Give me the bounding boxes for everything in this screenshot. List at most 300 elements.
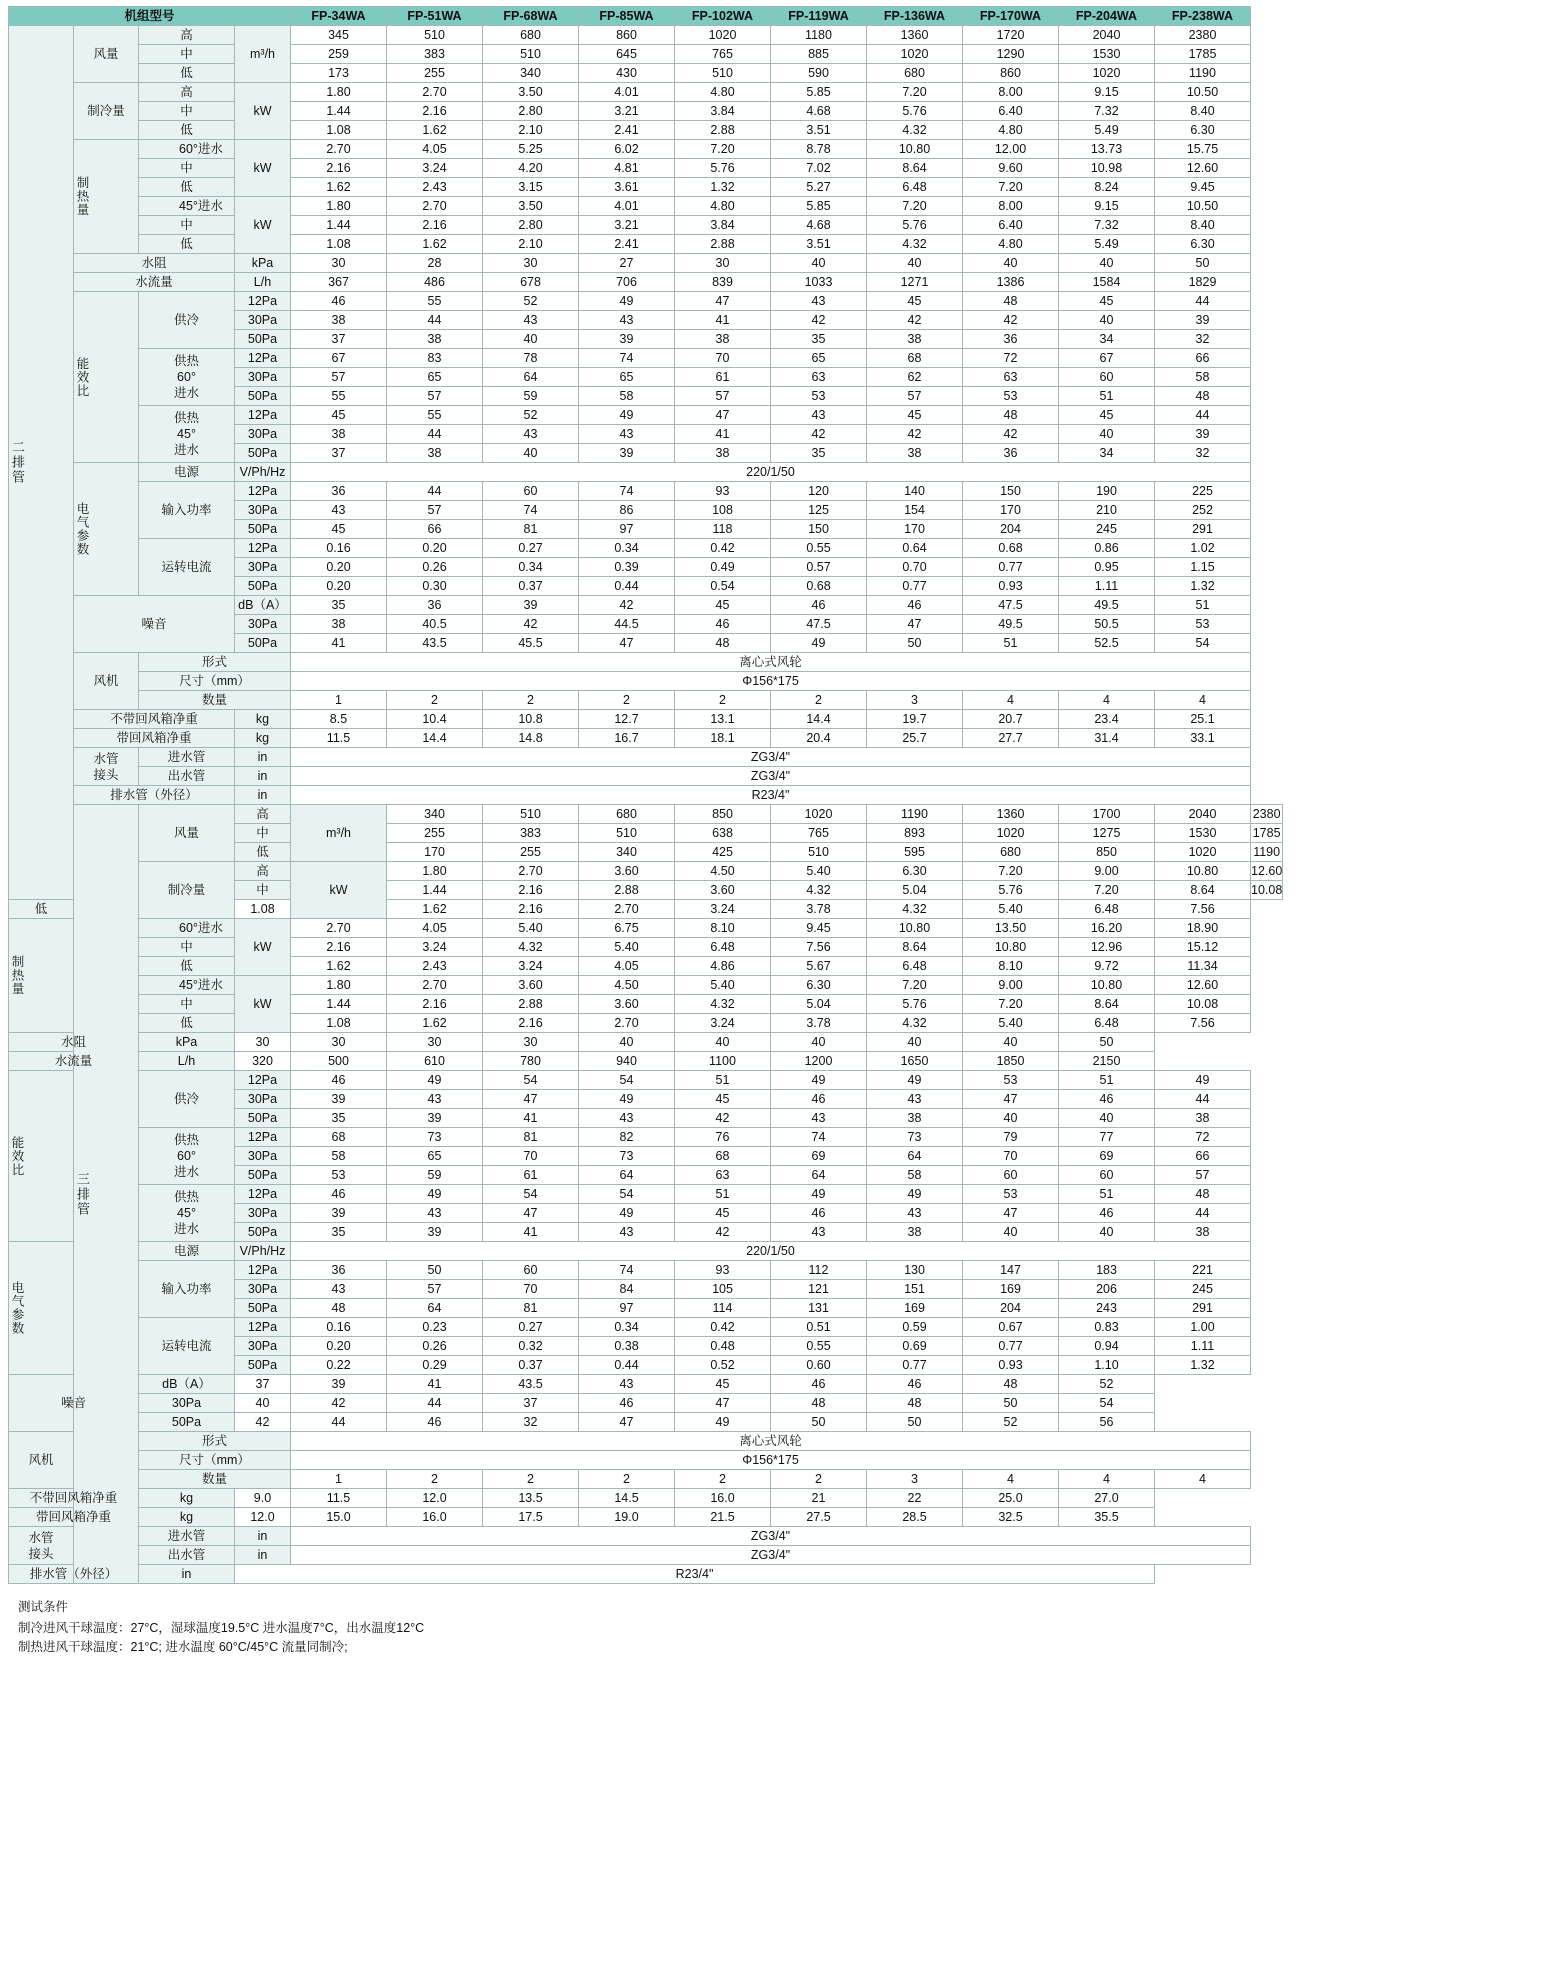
two_row-eer-heat60-50-4: 57 (675, 387, 771, 406)
label-fan: 风机 (74, 653, 139, 710)
three_row-eer-cool-30-9: 44 (1155, 1090, 1251, 1109)
three_row-heating60-mid-5: 7.56 (771, 938, 867, 957)
three_row-eer-heat45-50-0: 35 (291, 1223, 387, 1242)
two_row-airflow-high-1: 510 (387, 26, 483, 45)
three_row-eer-heat45-30-2: 47 (483, 1204, 579, 1223)
three_row-heating60-high-5: 9.45 (771, 919, 867, 938)
two_row-water-flow-4: 839 (675, 273, 771, 292)
two_row-drain-pipe-value: R23/4" (291, 786, 1251, 805)
two_row-run-current-12-6: 0.64 (867, 539, 963, 558)
three_row-run-current-30-8: 0.94 (1059, 1337, 1155, 1356)
label-inlet60: 60°进水 (139, 140, 235, 159)
two_row-fan-qty-5: 2 (771, 691, 867, 710)
two_row-heating60-high-0: 2.70 (291, 140, 387, 159)
three_row-noise-12-5: 45 (675, 1375, 771, 1394)
three_row-water-flow-9: 2150 (1059, 1052, 1155, 1071)
two_row-heating45-mid-0: 1.44 (291, 216, 387, 235)
two_row-run-current-50-8: 1.11 (1059, 577, 1155, 596)
two_row-input-power-50-8: 245 (1059, 520, 1155, 539)
label-heating: 制热量 (74, 140, 139, 254)
three_row-airflow-low-0: 170 (387, 843, 483, 862)
three_row-inlet-pipe-value: ZG3/4" (291, 1527, 1251, 1546)
two_row-water-resistance-5: 40 (771, 254, 867, 273)
label-low: 低 (139, 957, 235, 976)
three_row-weight-no-box-1: 11.5 (291, 1489, 387, 1508)
three_row-eer-cool-12-9: 49 (1155, 1071, 1251, 1090)
three_row-airflow-high-1: 510 (483, 805, 579, 824)
two_row-heating60-low-4: 1.32 (675, 178, 771, 197)
two_row-eer-heat60-50-7: 53 (963, 387, 1059, 406)
label-airflow: 风量 (139, 805, 235, 862)
two_row-eer-cool-50-5: 35 (771, 330, 867, 349)
two_row-eer-heat45-12-7: 48 (963, 406, 1059, 425)
three_row-eer-cool-50-2: 41 (483, 1109, 579, 1128)
label-input-power: 输入功率 (139, 1261, 235, 1318)
three_row-heating60-high-7: 13.50 (963, 919, 1059, 938)
two_row-noise-50-8: 52.5 (1059, 634, 1155, 653)
three_row-eer-heat45-30-6: 43 (867, 1204, 963, 1223)
label-low: 低 (139, 178, 235, 197)
three_row-run-current-12-2: 0.27 (483, 1318, 579, 1337)
three_row-airflow-mid-4: 765 (771, 824, 867, 843)
two_row-noise-30-2: 42 (483, 615, 579, 634)
three_row-heating45-high-3: 4.50 (579, 976, 675, 995)
three_row-heating60-low-5: 5.67 (771, 957, 867, 976)
label-power-source: 电源 (139, 1242, 235, 1261)
three_row-heating60-mid-3: 5.40 (579, 938, 675, 957)
label-inlet-pipe: 进水管 (139, 748, 235, 767)
three_row-eer-heat45-50-1: 39 (387, 1223, 483, 1242)
two_row-eer-heat45-30-9: 39 (1155, 425, 1251, 444)
three_row-water-flow-4: 940 (579, 1052, 675, 1071)
unit-db: 30Pa (139, 1394, 235, 1413)
two_row-eer-heat45-30-7: 42 (963, 425, 1059, 444)
two_row-weight-no-box-1: 10.4 (387, 710, 483, 729)
two_row-cooling-low-7: 4.80 (963, 121, 1059, 140)
two_row-weight-no-box-2: 10.8 (483, 710, 579, 729)
three_row-heating45-high-0: 1.80 (291, 976, 387, 995)
three_row-weight-box-9: 35.5 (1059, 1508, 1155, 1527)
two_row-eer-heat45-30-3: 43 (579, 425, 675, 444)
unit-vphhz: V/Ph/Hz (235, 1242, 291, 1261)
three_row-run-current-12-6: 0.59 (867, 1318, 963, 1337)
two_row-run-current-12-3: 0.34 (579, 539, 675, 558)
three_row-weight-box-8: 32.5 (963, 1508, 1059, 1527)
label-weight-no-box: 不带回风箱净重 (74, 710, 235, 729)
three_row-run-current-50-2: 0.37 (483, 1356, 579, 1375)
two_row-airflow-mid-2: 510 (483, 45, 579, 64)
unit-lh: L/h (235, 273, 291, 292)
two_row-fan-qty-6: 3 (867, 691, 963, 710)
three_row-cooling-mid-7: 7.20 (1059, 881, 1155, 900)
three_row-cooling-high-3: 4.50 (675, 862, 771, 881)
three_row-eer-heat45-12-5: 49 (771, 1185, 867, 1204)
two_row-run-current-30-0: 0.20 (291, 558, 387, 577)
label-noise: 噪音 (9, 1375, 139, 1432)
three_row-eer-heat45-12-0: 46 (291, 1185, 387, 1204)
three_row-fan-qty-0: 1 (291, 1470, 387, 1489)
two_row-airflow-mid-4: 765 (675, 45, 771, 64)
two_row-airflow-low-6: 680 (867, 64, 963, 83)
three_row-eer-heat45-12-3: 54 (579, 1185, 675, 1204)
two_row-noise-30-7: 49.5 (963, 615, 1059, 634)
three_row-input-power-50-5: 131 (771, 1299, 867, 1318)
two_row-heating45-mid-3: 3.21 (579, 216, 675, 235)
two_row-run-current-30-5: 0.57 (771, 558, 867, 577)
three_row-noise-12-6: 46 (771, 1375, 867, 1394)
three_row-eer-cool-12-4: 51 (675, 1071, 771, 1090)
three_row-eer-cool-50-3: 43 (579, 1109, 675, 1128)
two_row-cooling-mid-8: 7.32 (1059, 102, 1155, 121)
three_row-noise-30-8: 50 (963, 1394, 1059, 1413)
two_row-cooling-mid-7: 6.40 (963, 102, 1059, 121)
two_row-heating45-mid-4: 3.84 (675, 216, 771, 235)
two_row-eer-heat60-12-6: 68 (867, 349, 963, 368)
three_row-airflow-low-9: 1190 (1251, 843, 1283, 862)
three_row-input-power-12-3: 74 (579, 1261, 675, 1280)
label-mid: 中 (139, 159, 235, 178)
three_row-input-power-12-9: 221 (1155, 1261, 1251, 1280)
label-30pa: 30Pa (235, 425, 291, 444)
three_row-input-power-50-4: 114 (675, 1299, 771, 1318)
three_row-eer-heat60-30-8: 69 (1059, 1147, 1155, 1166)
two_row-airflow-mid-8: 1530 (1059, 45, 1155, 64)
two_row-input-power-12-3: 74 (579, 482, 675, 501)
three_row-cooling-mid-6: 5.76 (963, 881, 1059, 900)
label-mid: 中 (235, 881, 291, 900)
three_row-eer-heat60-30-3: 73 (579, 1147, 675, 1166)
header-model-6: FP-136WA (867, 7, 963, 26)
two_row-eer-heat45-50-3: 39 (579, 444, 675, 463)
test-conditions-title: 测试条件 (18, 1600, 69, 1614)
three_row-eer-heat45-12-8: 51 (1059, 1185, 1155, 1204)
two_row-noise-12-4: 45 (675, 596, 771, 615)
two_row-eer-cool-30-4: 41 (675, 311, 771, 330)
three_row-noise-50-2: 46 (387, 1413, 483, 1432)
three_row-heating60-mid-8: 12.96 (1059, 938, 1155, 957)
three_row-heating60-high-8: 16.20 (1059, 919, 1155, 938)
two_row-noise-12-0: 35 (291, 596, 387, 615)
three_row-eer-cool-30-2: 47 (483, 1090, 579, 1109)
table-row (9, 1489, 1283, 1508)
three_row-heating60-low-2: 3.24 (483, 957, 579, 976)
two_row-heating45-high-9: 10.50 (1155, 197, 1251, 216)
unit-kw: kW (235, 919, 291, 976)
two_row-input-power-12-0: 36 (291, 482, 387, 501)
three_row-airflow-high-4: 1020 (771, 805, 867, 824)
three_row-input-power-30-9: 245 (1155, 1280, 1251, 1299)
unit-db: dB（A） (139, 1375, 235, 1394)
two_row-cooling-low-6: 4.32 (867, 121, 963, 140)
two_row-heating45-mid-2: 2.80 (483, 216, 579, 235)
two_row-eer-heat45-30-2: 43 (483, 425, 579, 444)
two_row-run-current-30-3: 0.39 (579, 558, 675, 577)
two_row-eer-heat60-30-9: 58 (1155, 368, 1251, 387)
three_row-eer-heat45-12-6: 49 (867, 1185, 963, 1204)
label-water-pipe-joint: 水管 接头 (74, 748, 139, 786)
table-row (9, 102, 1283, 121)
two_row-run-current-30-8: 0.95 (1059, 558, 1155, 577)
three_row-airflow-mid-1: 383 (483, 824, 579, 843)
three_row-eer-heat45-30-3: 49 (579, 1204, 675, 1223)
two_row-eer-cool-50-6: 38 (867, 330, 963, 349)
unit-db: 50Pa (139, 1413, 235, 1432)
two_row-run-current-50-7: 0.93 (963, 577, 1059, 596)
three_row-fan-qty-9: 4 (1155, 1470, 1251, 1489)
three_row-eer-heat60-30-7: 70 (963, 1147, 1059, 1166)
two_row-eer-heat60-12-3: 74 (579, 349, 675, 368)
label-supply-cool: 供冷 (139, 1071, 235, 1128)
two_row-input-power-50-4: 118 (675, 520, 771, 539)
two_row-eer-heat45-50-4: 38 (675, 444, 771, 463)
three_row-heating60-mid-9: 15.12 (1155, 938, 1251, 957)
two_row-run-current-12-2: 0.27 (483, 539, 579, 558)
two_row-weight-no-box-3: 12.7 (579, 710, 675, 729)
two_row-input-power-12-9: 225 (1155, 482, 1251, 501)
two_row-cooling-low-5: 3.51 (771, 121, 867, 140)
three_row-water-flow-2: 610 (387, 1052, 483, 1071)
table-row (9, 672, 1283, 691)
three_row-noise-50-7: 50 (867, 1413, 963, 1432)
two_row-eer-heat60-30-0: 57 (291, 368, 387, 387)
three_row-eer-heat45-50-6: 38 (867, 1223, 963, 1242)
three_row-cooling-low-9: 7.56 (1155, 900, 1251, 919)
unit-m3h: m³/h (291, 805, 387, 862)
two_row-input-power-50-1: 66 (387, 520, 483, 539)
two_row-noise-50-7: 51 (963, 634, 1059, 653)
three_row-eer-heat45-30-5: 46 (771, 1204, 867, 1223)
two_row-input-power-30-6: 154 (867, 501, 963, 520)
unit-kw: kW (235, 197, 291, 254)
two_row-noise-30-9: 53 (1155, 615, 1251, 634)
three_row-heating60-low-9: 11.34 (1155, 957, 1251, 976)
two_row-eer-cool-30-8: 40 (1059, 311, 1155, 330)
two_row-cooling-high-4: 4.80 (675, 83, 771, 102)
table-row (9, 748, 1283, 767)
three_row-cooling-low-7: 5.40 (963, 900, 1059, 919)
three_row-heating45-low-2: 2.16 (483, 1014, 579, 1033)
label-high: 高 (139, 83, 235, 102)
three_row-input-power-12-8: 183 (1059, 1261, 1155, 1280)
two_row-cooling-mid-3: 3.21 (579, 102, 675, 121)
three_row-run-current-30-9: 1.11 (1155, 1337, 1251, 1356)
three_row-airflow-high-2: 680 (579, 805, 675, 824)
table-row (9, 729, 1283, 748)
label-mid: 中 (139, 216, 235, 235)
three_row-airflow-low-5: 595 (867, 843, 963, 862)
header-model-0: FP-34WA (291, 7, 387, 26)
three_row-airflow-mid-9: 1785 (1251, 824, 1283, 843)
three_row-airflow-low-2: 340 (579, 843, 675, 862)
two_row-cooling-mid-4: 3.84 (675, 102, 771, 121)
label-30pa: 30Pa (235, 1204, 291, 1223)
table-row (9, 691, 1283, 710)
two_row-water-flow-3: 706 (579, 273, 675, 292)
three_row-input-power-12-1: 50 (387, 1261, 483, 1280)
three_row-eer-heat45-12-2: 54 (483, 1185, 579, 1204)
three_row-heating45-high-6: 7.20 (867, 976, 963, 995)
three_row-heating45-high-9: 12.60 (1155, 976, 1251, 995)
two_row-noise-30-3: 44.5 (579, 615, 675, 634)
two_row-heating60-high-6: 10.80 (867, 140, 963, 159)
table-row (9, 292, 1283, 311)
three_row-weight-no-box-2: 12.0 (387, 1489, 483, 1508)
three_row-heating45-mid-3: 3.60 (579, 995, 675, 1014)
three_row-airflow-low-6: 680 (963, 843, 1059, 862)
two_row-heating45-high-5: 5.85 (771, 197, 867, 216)
three_row-eer-heat60-12-1: 73 (387, 1128, 483, 1147)
three_row-run-current-12-9: 1.00 (1155, 1318, 1251, 1337)
two_row-water-resistance-2: 30 (483, 254, 579, 273)
table-row (9, 1432, 1283, 1451)
header-model-label: 机组型号 (9, 7, 291, 26)
two_row-weight-box-8: 31.4 (1059, 729, 1155, 748)
three_row-noise-30-0: 40 (235, 1394, 291, 1413)
two_row-eer-cool-30-7: 42 (963, 311, 1059, 330)
two_row-heating60-high-8: 13.73 (1059, 140, 1155, 159)
three_row-cooling-mid-3: 3.60 (675, 881, 771, 900)
two_row-water-flow-8: 1584 (1059, 273, 1155, 292)
three_row-weight-box-4: 19.0 (579, 1508, 675, 1527)
label-fan: 风机 (9, 1432, 74, 1489)
label-drain-pipe: 排水管（外径） (74, 786, 235, 805)
two_row-heating45-low-5: 3.51 (771, 235, 867, 254)
two_row-fan-size-value: Φ156*175 (291, 672, 1251, 691)
three_row-noise-50-0: 42 (235, 1413, 291, 1432)
two_row-input-power-12-8: 190 (1059, 482, 1155, 501)
unit-db: 30Pa (235, 615, 291, 634)
two_row-noise-30-6: 47 (867, 615, 963, 634)
two_row-water-resistance-8: 40 (1059, 254, 1155, 273)
three_row-airflow-high-9: 2380 (1251, 805, 1283, 824)
three_row-eer-heat60-12-8: 77 (1059, 1128, 1155, 1147)
three_row-fan-qty-5: 2 (771, 1470, 867, 1489)
three_row-noise-12-7: 46 (867, 1375, 963, 1394)
label-50pa: 50Pa (235, 1109, 291, 1128)
three_row-eer-heat45-30-4: 45 (675, 1204, 771, 1223)
three_row-eer-cool-12-1: 49 (387, 1071, 483, 1090)
three_row-airflow-high-7: 1700 (1059, 805, 1155, 824)
three_row-fan-form-value: 离心式风轮 (291, 1432, 1251, 1451)
two_row-weight-box-1: 14.4 (387, 729, 483, 748)
two_row-run-current-30-4: 0.49 (675, 558, 771, 577)
two_row-cooling-high-0: 1.80 (291, 83, 387, 102)
label-12pa: 12Pa (235, 482, 291, 501)
three_row-input-power-50-9: 291 (1155, 1299, 1251, 1318)
two_row-input-power-12-4: 93 (675, 482, 771, 501)
three_row-cooling-high-7: 9.00 (1059, 862, 1155, 881)
two_row-eer-cool-30-0: 38 (291, 311, 387, 330)
two_row-cooling-mid-9: 8.40 (1155, 102, 1251, 121)
three_row-run-current-50-0: 0.22 (291, 1356, 387, 1375)
table-row (9, 216, 1283, 235)
two_row-weight-no-box-0: 8.5 (291, 710, 387, 729)
three_row-noise-30-6: 48 (771, 1394, 867, 1413)
two_row-input-power-30-5: 125 (771, 501, 867, 520)
label-input-power: 输入功率 (139, 482, 235, 539)
two_row-run-current-12-0: 0.16 (291, 539, 387, 558)
two_row-eer-cool-50-8: 34 (1059, 330, 1155, 349)
three_row-heating45-mid-0: 1.44 (291, 995, 387, 1014)
two_row-cooling-mid-6: 5.76 (867, 102, 963, 121)
label-low: 低 (139, 121, 235, 140)
two_row-eer-heat60-50-6: 57 (867, 387, 963, 406)
two_row-heating45-low-4: 2.88 (675, 235, 771, 254)
two_row-water-resistance-4: 30 (675, 254, 771, 273)
label-water-resistance: 水阻 (74, 254, 235, 273)
three_row-run-current-50-8: 1.10 (1059, 1356, 1155, 1375)
two_row-weight-box-9: 33.1 (1155, 729, 1251, 748)
header-model-9: FP-238WA (1155, 7, 1251, 26)
two_row-weight-no-box-7: 20.7 (963, 710, 1059, 729)
three_row-cooling-low-8: 6.48 (1059, 900, 1155, 919)
two_row-eer-cool-12-4: 47 (675, 292, 771, 311)
three_row-water-resistance-2: 30 (387, 1033, 483, 1052)
two_row-cooling-low-8: 5.49 (1059, 121, 1155, 140)
two_row-noise-12-2: 39 (483, 596, 579, 615)
two_row-water-flow-9: 1829 (1155, 273, 1251, 292)
two_row-cooling-high-6: 7.20 (867, 83, 963, 102)
two_row-input-power-30-4: 108 (675, 501, 771, 520)
three_row-noise-12-4: 43 (579, 1375, 675, 1394)
three_row-noise-50-6: 50 (771, 1413, 867, 1432)
table-row (9, 1052, 1283, 1071)
three_row-eer-heat60-50-7: 60 (963, 1166, 1059, 1185)
three_row-eer-heat60-12-2: 81 (483, 1128, 579, 1147)
label-30pa: 30Pa (235, 1337, 291, 1356)
two_row-eer-heat60-12-0: 67 (291, 349, 387, 368)
three_row-fan-qty-2: 2 (483, 1470, 579, 1489)
two_row-eer-heat45-30-6: 42 (867, 425, 963, 444)
two_row-weight-box-4: 18.1 (675, 729, 771, 748)
table-row (9, 919, 1283, 938)
table-row (9, 1261, 1283, 1280)
three_row-airflow-high-5: 1190 (867, 805, 963, 824)
two_row-water-flow-0: 367 (291, 273, 387, 292)
two_row-eer-heat45-30-1: 44 (387, 425, 483, 444)
two_row-run-current-12-9: 1.02 (1155, 539, 1251, 558)
two_row-cooling-high-9: 10.50 (1155, 83, 1251, 102)
label-high: 高 (235, 862, 291, 881)
three_row-eer-cool-12-8: 51 (1059, 1071, 1155, 1090)
three_row-fan-qty-3: 2 (579, 1470, 675, 1489)
two_row-heating45-high-1: 2.70 (387, 197, 483, 216)
three_row-eer-heat60-12-6: 73 (867, 1128, 963, 1147)
two_row-eer-heat60-12-8: 67 (1059, 349, 1155, 368)
label-mid: 中 (235, 824, 291, 843)
two_row-airflow-low-9: 1190 (1155, 64, 1251, 83)
three_row-input-power-30-3: 84 (579, 1280, 675, 1299)
three_row-cooling-low-1: 1.62 (387, 900, 483, 919)
three_row-airflow-low-4: 510 (771, 843, 867, 862)
two_row-heating60-mid-2: 4.20 (483, 159, 579, 178)
header-model-2: FP-68WA (483, 7, 579, 26)
two_row-fan-qty-3: 2 (579, 691, 675, 710)
label-drain-pipe: 排水管（外径） (9, 1565, 139, 1584)
three_row-heating45-low-0: 1.08 (291, 1014, 387, 1033)
two_row-weight-box-0: 11.5 (291, 729, 387, 748)
two_row-eer-heat60-30-7: 63 (963, 368, 1059, 387)
three_row-input-power-12-4: 93 (675, 1261, 771, 1280)
two_row-eer-cool-30-9: 39 (1155, 311, 1251, 330)
two_row-eer-heat60-30-2: 64 (483, 368, 579, 387)
three_row-airflow-high-0: 340 (387, 805, 483, 824)
two_row-water-resistance-3: 27 (579, 254, 675, 273)
table-row (9, 197, 1283, 216)
two_row-noise-12-1: 36 (387, 596, 483, 615)
two_row-outlet-pipe-value: ZG3/4" (291, 767, 1251, 786)
two_row-heating45-mid-1: 2.16 (387, 216, 483, 235)
